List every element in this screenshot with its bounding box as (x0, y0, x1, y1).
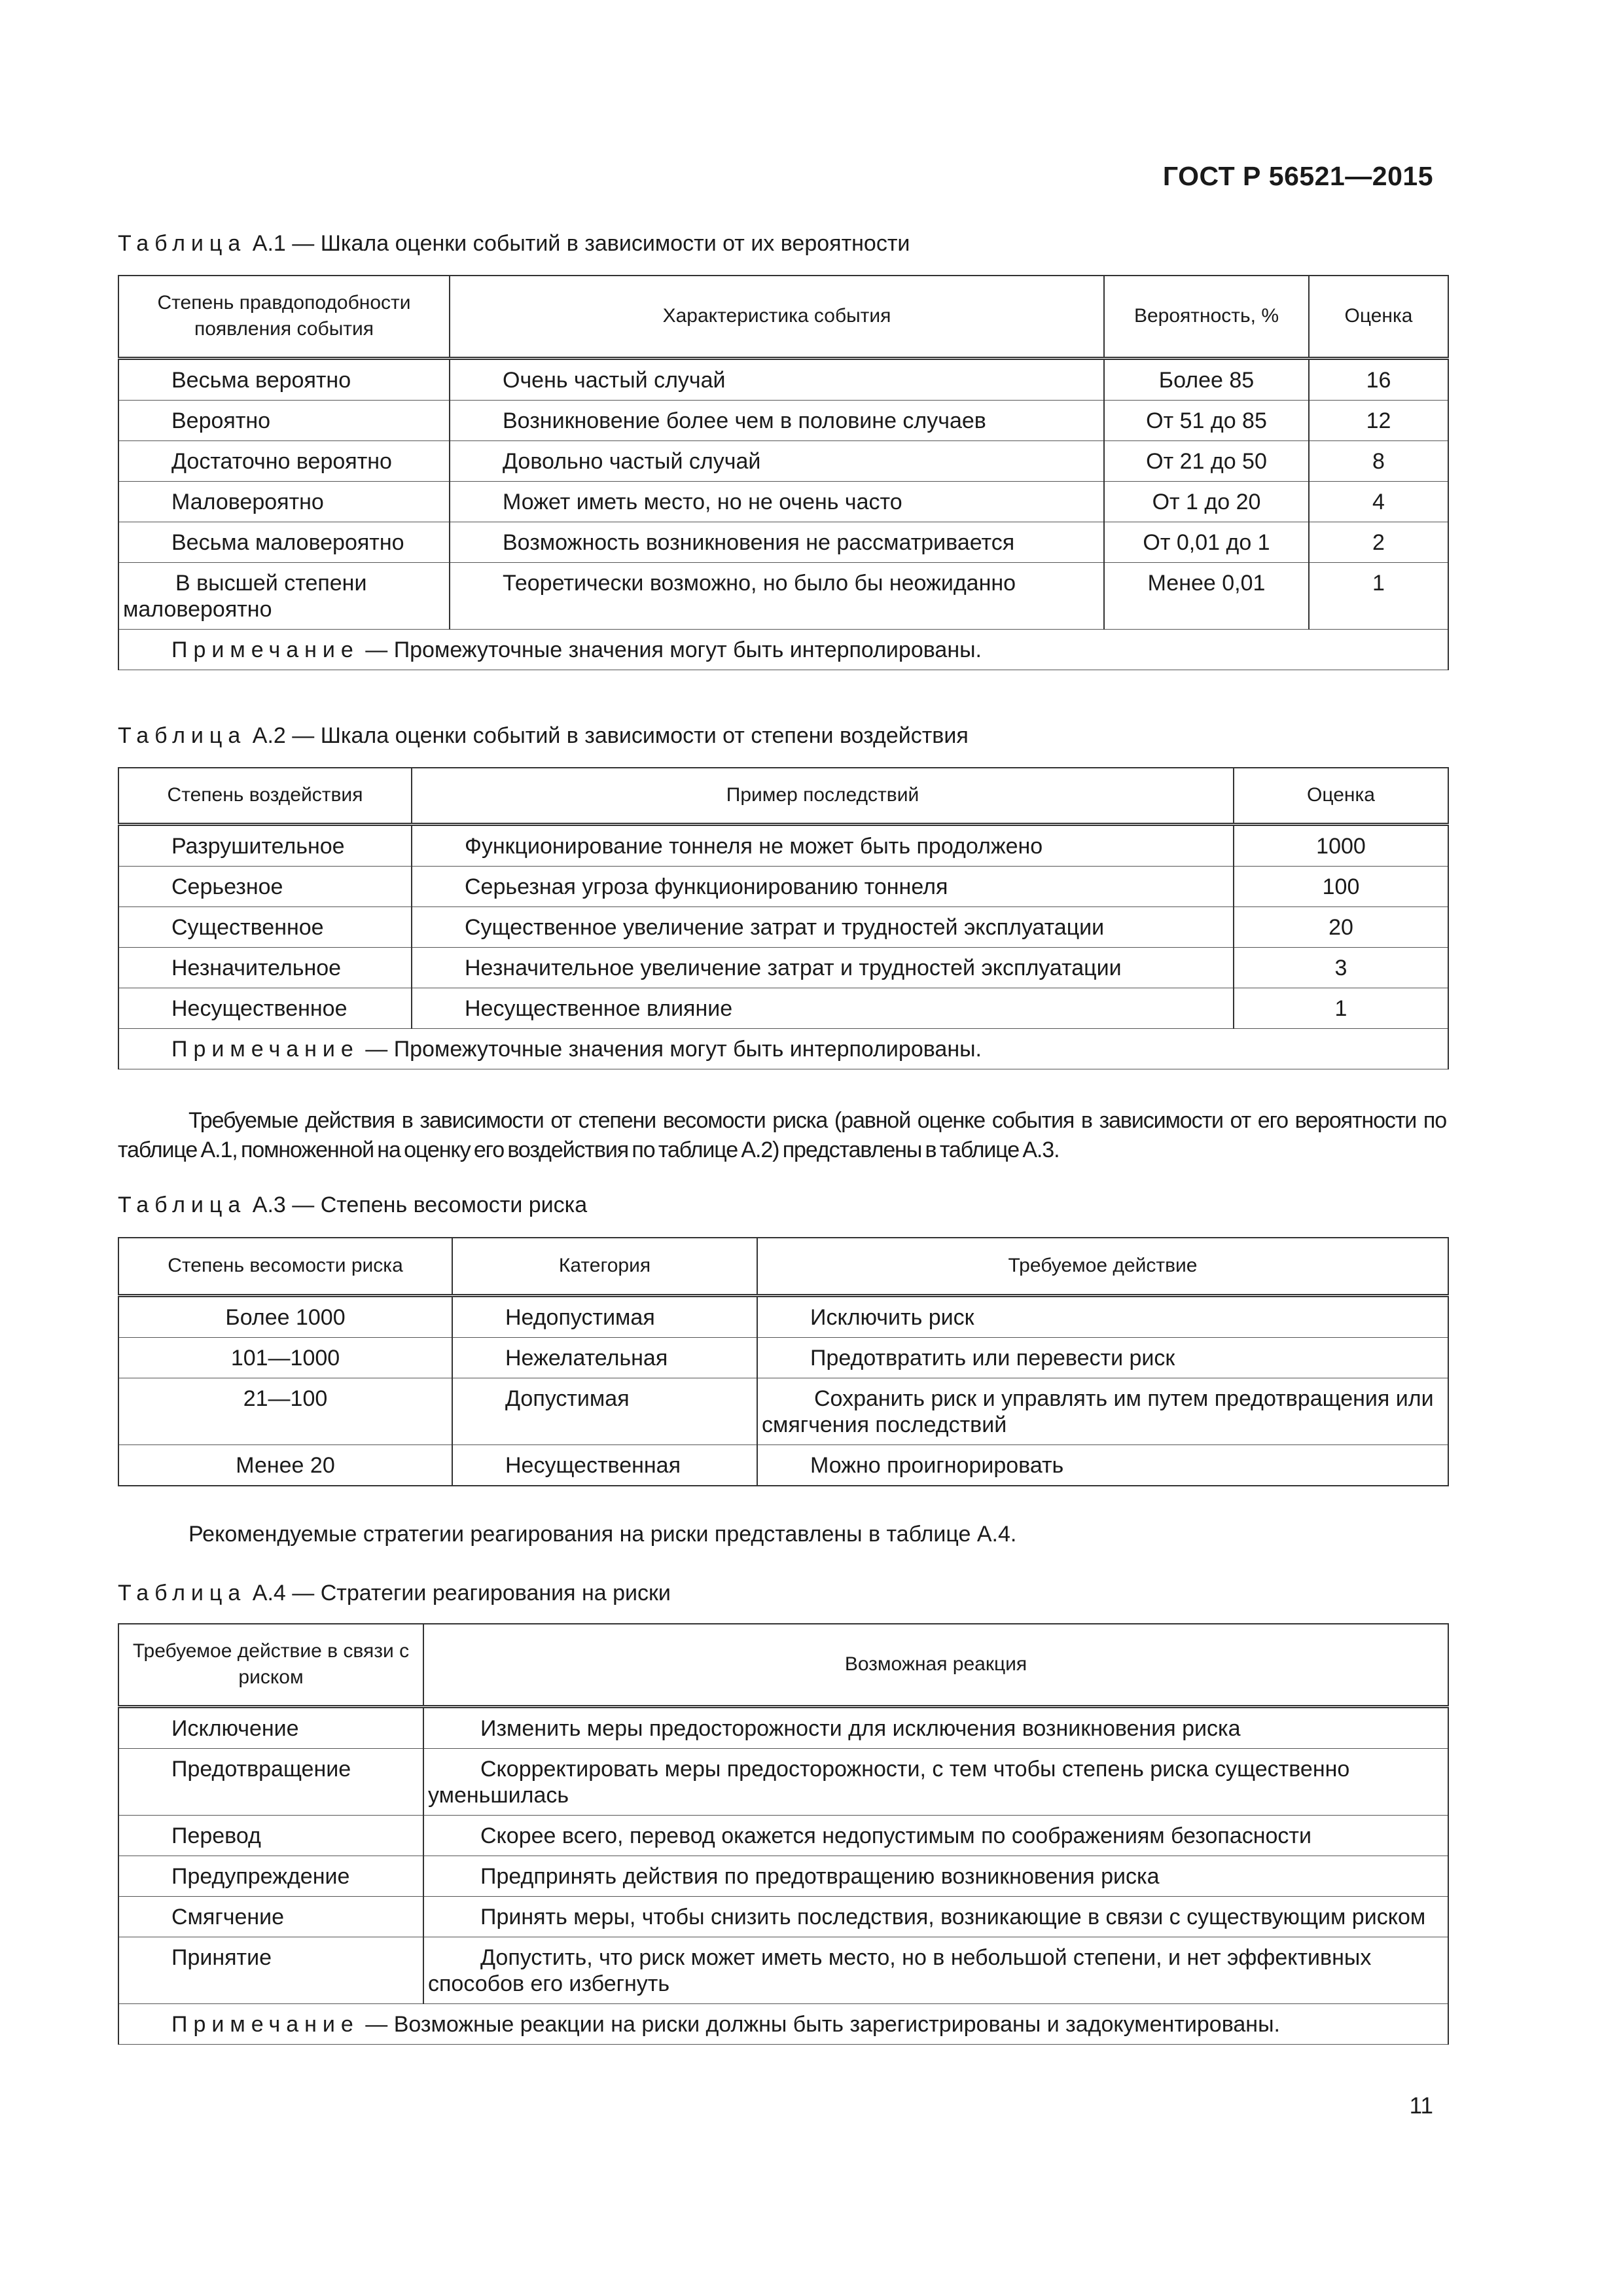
table4-cell: Допустить, что риск может иметь место, но в небольшой степени, и нет эффективных способов его избегнуть (423, 1937, 1448, 2003)
table2-header-score: Оценка (1234, 768, 1448, 824)
table4-cell: Исключение (118, 1706, 423, 1748)
table-row (118, 1748, 1448, 1815)
table4-cell: Предпринять действия по предотвращению возникновения риска (423, 1856, 1448, 1896)
table1-cell: Может иметь место, но не очень часто (450, 481, 1104, 522)
table1-cell: Возникновение более чем в половине случаев (450, 400, 1104, 440)
table4-header-action: Требуемое действие в связи с риском (118, 1624, 423, 1706)
table3-cell: Можно проигнорировать (757, 1444, 1448, 1486)
table-row (118, 1937, 1448, 2003)
table1-cell: От 51 до 85 (1104, 400, 1309, 440)
table-row (118, 481, 1448, 522)
table-row (118, 400, 1448, 440)
table2-caption-label: Таблица (118, 723, 247, 748)
table2-header-severity: Степень воздействия (118, 768, 412, 824)
table1-cell: 4 (1309, 481, 1448, 522)
table2-cell: Серьезная угроза функционированию тоннеля (412, 866, 1234, 906)
table2-cell: 1000 (1234, 824, 1448, 866)
table4-note-row (118, 2003, 1448, 2044)
table1-cell: В высшей степени маловероятно (118, 562, 450, 629)
table1-caption-text: А.1 — Шкала оценки событий в зависимости от их вероятности (252, 231, 910, 256)
table3-caption-label: Таблица (118, 1193, 247, 1217)
table3-header-action: Требуемое действие (757, 1238, 1448, 1295)
table4-cell: Принять меры, чтобы снизить последствия, возникающие в связи с существующим риском (423, 1896, 1448, 1937)
table3-cell: Недопустимая (452, 1295, 757, 1337)
table2-cell: Несущественное (118, 988, 412, 1028)
table2-cell: 20 (1234, 906, 1448, 947)
table4-cell: Изменить меры предосторожности для исключения возникновения риска (423, 1706, 1448, 1748)
table4-note-text: — Возможные реакции на риски должны быть зарегистрированы и задокументированы. (365, 2011, 1280, 2037)
table4 (118, 1623, 1449, 2045)
table4-caption-label: Таблица (118, 1581, 247, 1605)
table1-note-text: — Промежуточные значения могут быть интерполированы. (365, 637, 982, 662)
table-row (118, 866, 1448, 906)
table1-note-label: Примечание (171, 637, 359, 662)
table1-cell: Маловероятно (118, 481, 450, 522)
table2-cell: Существенное увеличение затрат и трудностей эксплуатации (412, 906, 1234, 947)
table3-cell: Предотвратить или перевести риск (757, 1337, 1448, 1378)
table2-caption-text: А.2 — Шкала оценки событий в зависимости от степени воздействия (252, 723, 969, 748)
table1-cell: Вероятно (118, 400, 450, 440)
table4-cell: Предотвращение (118, 1748, 423, 1815)
table2-cell: Серьезное (118, 866, 412, 906)
table1-cell: 1 (1309, 562, 1448, 629)
table1-cell: От 21 до 50 (1104, 440, 1309, 481)
table4-note-label: Примечание (171, 2011, 359, 2037)
table1-cell: Достаточно вероятно (118, 440, 450, 481)
paragraph-strategies (118, 1520, 1446, 1549)
table4-cell: Смягчение (118, 1896, 423, 1937)
table-row (118, 1444, 1448, 1486)
table2-cell: Функционирование тоннеля не может быть продолжено (412, 824, 1234, 866)
table3-cell: Нежелательная (452, 1337, 757, 1378)
table-row (118, 824, 1448, 866)
document-id-header: ГОСТ Р 56521—2015 (1162, 161, 1433, 191)
table1-cell: 12 (1309, 400, 1448, 440)
table1-header-description: Характеристика события (450, 276, 1104, 358)
table4-cell: Перевод (118, 1815, 423, 1856)
table1-note (118, 629, 1448, 670)
table3 (118, 1237, 1449, 1486)
table2-note (118, 1028, 1448, 1069)
table4-cell: Скорее всего, перевод окажется недопустимым по соображениям безопасности (423, 1815, 1448, 1856)
table2-cell: 3 (1234, 947, 1448, 988)
table2-header-example: Пример последствий (412, 768, 1234, 824)
table1-cell: Весьма вероятно (118, 358, 450, 400)
table3-cell: Более 1000 (118, 1295, 452, 1337)
table4-caption-text: А.4 — Стратегии реагирования на риски (252, 1581, 671, 1605)
table4-cell: Предупреждение (118, 1856, 423, 1896)
table-row (118, 1378, 1448, 1444)
table-row (118, 522, 1448, 562)
table1-cell: От 1 до 20 (1104, 481, 1309, 522)
table1-cell: Весьма маловероятно (118, 522, 450, 562)
table2-cell: Разрушительное (118, 824, 412, 866)
paragraph-text: Рекомендуемые стратегии реагирования на риски представлены в таблице А.4. (188, 1522, 1017, 1547)
table-row (118, 906, 1448, 947)
table-row (118, 1337, 1448, 1378)
paragraph-risk-weight (118, 1106, 1446, 1165)
table3-cell: Допустимая (452, 1378, 757, 1444)
table2-note-label: Примечание (171, 1036, 359, 1062)
table3-cell: Сохранить риск и управлять им путем предотвращения или смягчения последствий (757, 1378, 1448, 1444)
table-row (118, 947, 1448, 988)
table3-header-weight: Степень весомости риска (118, 1238, 452, 1295)
table3-header-category: Категория (452, 1238, 757, 1295)
table1-header-likelihood: Степень правдоподобности появления события (118, 276, 450, 358)
table2-cell: Незначительное (118, 947, 412, 988)
table2-note-row (118, 1028, 1448, 1069)
table1-cell: Возможность возникновения не рассматривается (450, 522, 1104, 562)
table1-cell: Очень частый случай (450, 358, 1104, 400)
table-row (118, 1896, 1448, 1937)
table1-header-probability: Вероятность, % (1104, 276, 1309, 358)
table1-header-score: Оценка (1309, 276, 1448, 358)
table2-cell: 1 (1234, 988, 1448, 1028)
table2-note-text: — Промежуточные значения могут быть интерполированы. (365, 1036, 982, 1062)
table1 (118, 275, 1449, 670)
table1-cell: 2 (1309, 522, 1448, 562)
table3-cell: 21—100 (118, 1378, 452, 1444)
table4-caption (118, 1581, 671, 1606)
table4-note (118, 2003, 1448, 2044)
table3-cell: Несущественная (452, 1444, 757, 1486)
table3-caption-text: А.3 — Степень весомости риска (252, 1193, 588, 1217)
table1-cell: Менее 0,01 (1104, 562, 1309, 629)
table1-cell: 16 (1309, 358, 1448, 400)
table2-cell: Незначительное увеличение затрат и трудностей эксплуатации (412, 947, 1234, 988)
table1-caption (118, 231, 910, 257)
table1-cell: Довольно частый случай (450, 440, 1104, 481)
table1-cell: Теоретически возможно, но было бы неожиданно (450, 562, 1104, 629)
table2-caption (118, 723, 969, 749)
page-number: 11 (1409, 2093, 1433, 2119)
table2-cell: Несущественное влияние (412, 988, 1234, 1028)
table3-cell: Менее 20 (118, 1444, 452, 1486)
table-row (118, 1706, 1448, 1748)
table-row (118, 562, 1448, 629)
table-row (118, 988, 1448, 1028)
table3-cell: 101—1000 (118, 1337, 452, 1378)
table3-cell: Исключить риск (757, 1295, 1448, 1337)
table1-cell: Более 85 (1104, 358, 1309, 400)
table4-header-reaction: Возможная реакция (423, 1624, 1448, 1706)
table-row (118, 1295, 1448, 1337)
table4-cell: Скорректировать меры предосторожности, с тем чтобы степень риска существенно уменьшилась (423, 1748, 1448, 1815)
table1-note-row (118, 629, 1448, 670)
table3-caption (118, 1193, 587, 1218)
table-row (118, 440, 1448, 481)
table1-cell: От 0,01 до 1 (1104, 522, 1309, 562)
table1-caption-label: Таблица (118, 231, 247, 256)
table2-cell: 100 (1234, 866, 1448, 906)
table2 (118, 767, 1449, 1069)
table-row (118, 1815, 1448, 1856)
table-row (118, 1856, 1448, 1896)
table4-cell: Принятие (118, 1937, 423, 2003)
table2-cell: Существенное (118, 906, 412, 947)
paragraph-text: Требуемые действия в зависимости от степени весомости риска (равной оценке события в зависимости от его вероятности по таблице А.1, помноженной на оценку его воздействия по таблице А.2) представлены в таблице А.3. (118, 1108, 1446, 1162)
table1-cell: 8 (1309, 440, 1448, 481)
table-row (118, 358, 1448, 400)
